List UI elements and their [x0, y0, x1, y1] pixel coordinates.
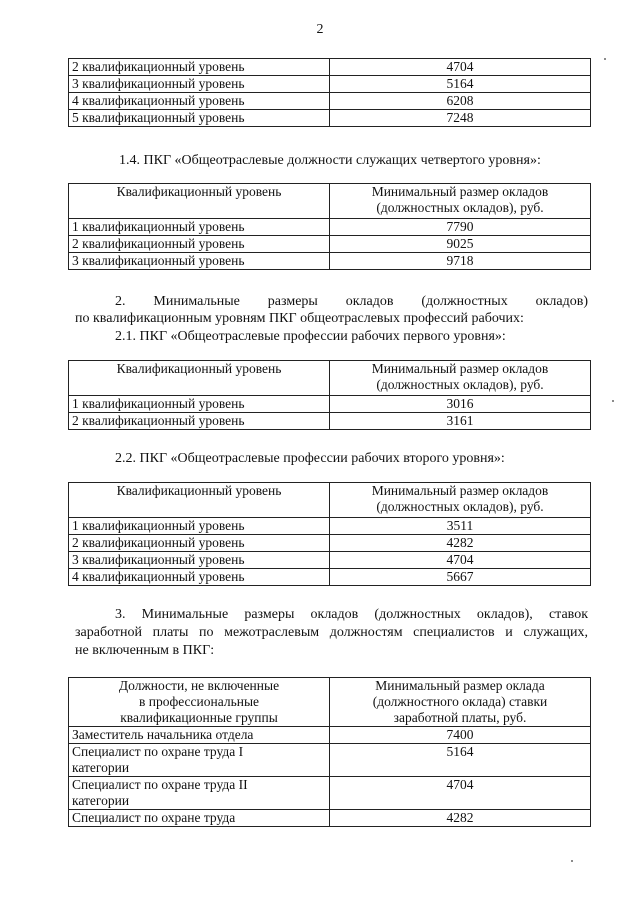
table-header-row — [69, 678, 591, 727]
table-row — [69, 396, 591, 413]
value-cell: 5164 — [330, 744, 591, 777]
level-cell: 5 квалификационный уровень — [69, 110, 330, 127]
section-2-line2: по квалификационным уровням ПКГ общеотраслевых профессий рабочих: — [75, 311, 524, 326]
table-row — [69, 76, 591, 93]
value-cell: 4704 — [330, 552, 591, 569]
section-2-2-title: 2.2. ПКГ «Общеотраслевые профессии рабочих второго уровня»: — [115, 451, 505, 466]
section-3-line3: не включенным в ПКГ: — [75, 643, 215, 658]
table-row — [69, 727, 591, 744]
value-cell: 3511 — [330, 518, 591, 535]
position-cell: Специалист по охране труда — [69, 810, 330, 827]
table-row — [69, 59, 591, 76]
header-salary: Минимальный размер окладов (должностных окладов), руб. — [330, 483, 591, 518]
salary-table-3 — [68, 677, 591, 827]
section-1-4-title: 1.4. ПКГ «Общеотраслевые должности служащих четвертого уровня»: — [119, 153, 541, 168]
level-cell: 2 квалификационный уровень — [69, 535, 330, 552]
table-row — [69, 110, 591, 127]
table-row — [69, 253, 591, 270]
scan-speck — [612, 400, 614, 402]
position-cell: Заместитель начальника отдела — [69, 727, 330, 744]
scan-speck — [604, 58, 606, 60]
table-row — [69, 535, 591, 552]
value-cell: 4704 — [330, 59, 591, 76]
header-salary: Минимальный размер окладов (должностных окладов), руб. — [330, 361, 591, 396]
value-cell: 7248 — [330, 110, 591, 127]
level-cell: 3 квалификационный уровень — [69, 253, 330, 270]
section-2-line1: 2. Минимальные размеры окладов (должностных окладов) — [115, 294, 588, 309]
level-cell: 2 квалификационный уровень — [69, 413, 330, 430]
table-row — [69, 569, 591, 586]
value-cell: 4282 — [330, 810, 591, 827]
level-cell: 4 квалификационный уровень — [69, 93, 330, 110]
salary-table-1-4 — [68, 183, 591, 270]
table-row — [69, 810, 591, 827]
header-salary: Минимальный размер окладов (должностных окладов), руб. — [330, 184, 591, 219]
table-row — [69, 93, 591, 110]
table-row — [69, 219, 591, 236]
table-header-row — [69, 361, 591, 396]
table-row — [69, 552, 591, 569]
level-cell: 3 квалификационный уровень — [69, 76, 330, 93]
table-row — [69, 413, 591, 430]
value-cell: 9718 — [330, 253, 591, 270]
value-cell: 5667 — [330, 569, 591, 586]
position-cell: Специалист по охране труда II категории — [69, 777, 330, 810]
section-3-line2: заработной платы по межотраслевым должностям специалистов и служащих, — [75, 625, 588, 640]
table-row — [69, 236, 591, 253]
section-3-line1: 3. Минимальные размеры окладов (должностных окладов), ставок — [115, 607, 588, 622]
table-row — [69, 777, 591, 810]
header-level: Квалификационный уровень — [69, 361, 330, 396]
section-2-1-title: 2.1. ПКГ «Общеотраслевые профессии рабочих первого уровня»: — [115, 329, 506, 344]
table-row — [69, 744, 591, 777]
header-level: Квалификационный уровень — [69, 483, 330, 518]
salary-table-2-1 — [68, 360, 591, 430]
header-position: Должности, не включенные в профессиональные квалификационные группы — [69, 678, 330, 727]
level-cell: 2 квалификационный уровень — [69, 59, 330, 76]
value-cell: 4704 — [330, 777, 591, 810]
value-cell: 4282 — [330, 535, 591, 552]
salary-table-2-2 — [68, 482, 591, 586]
value-cell: 5164 — [330, 76, 591, 93]
level-cell: 1 квалификационный уровень — [69, 219, 330, 236]
level-cell: 3 квалификационный уровень — [69, 552, 330, 569]
value-cell: 3016 — [330, 396, 591, 413]
level-cell: 2 квалификационный уровень — [69, 236, 330, 253]
header-salary: Минимальный размер оклада (должностного оклада) ставки заработной платы, руб. — [330, 678, 591, 727]
table-row — [69, 518, 591, 535]
level-cell: 1 квалификационный уровень — [69, 518, 330, 535]
value-cell: 3161 — [330, 413, 591, 430]
salary-table-continued — [68, 58, 591, 127]
value-cell: 9025 — [330, 236, 591, 253]
scan-speck — [571, 860, 573, 862]
page-number: 2 — [316, 22, 324, 37]
position-cell: Специалист по охране труда I категории — [69, 744, 330, 777]
value-cell: 6208 — [330, 93, 591, 110]
value-cell: 7790 — [330, 219, 591, 236]
header-level: Квалификационный уровень — [69, 184, 330, 219]
level-cell: 4 квалификационный уровень — [69, 569, 330, 586]
table-header-row — [69, 184, 591, 219]
value-cell: 7400 — [330, 727, 591, 744]
level-cell: 1 квалификационный уровень — [69, 396, 330, 413]
table-header-row — [69, 483, 591, 518]
